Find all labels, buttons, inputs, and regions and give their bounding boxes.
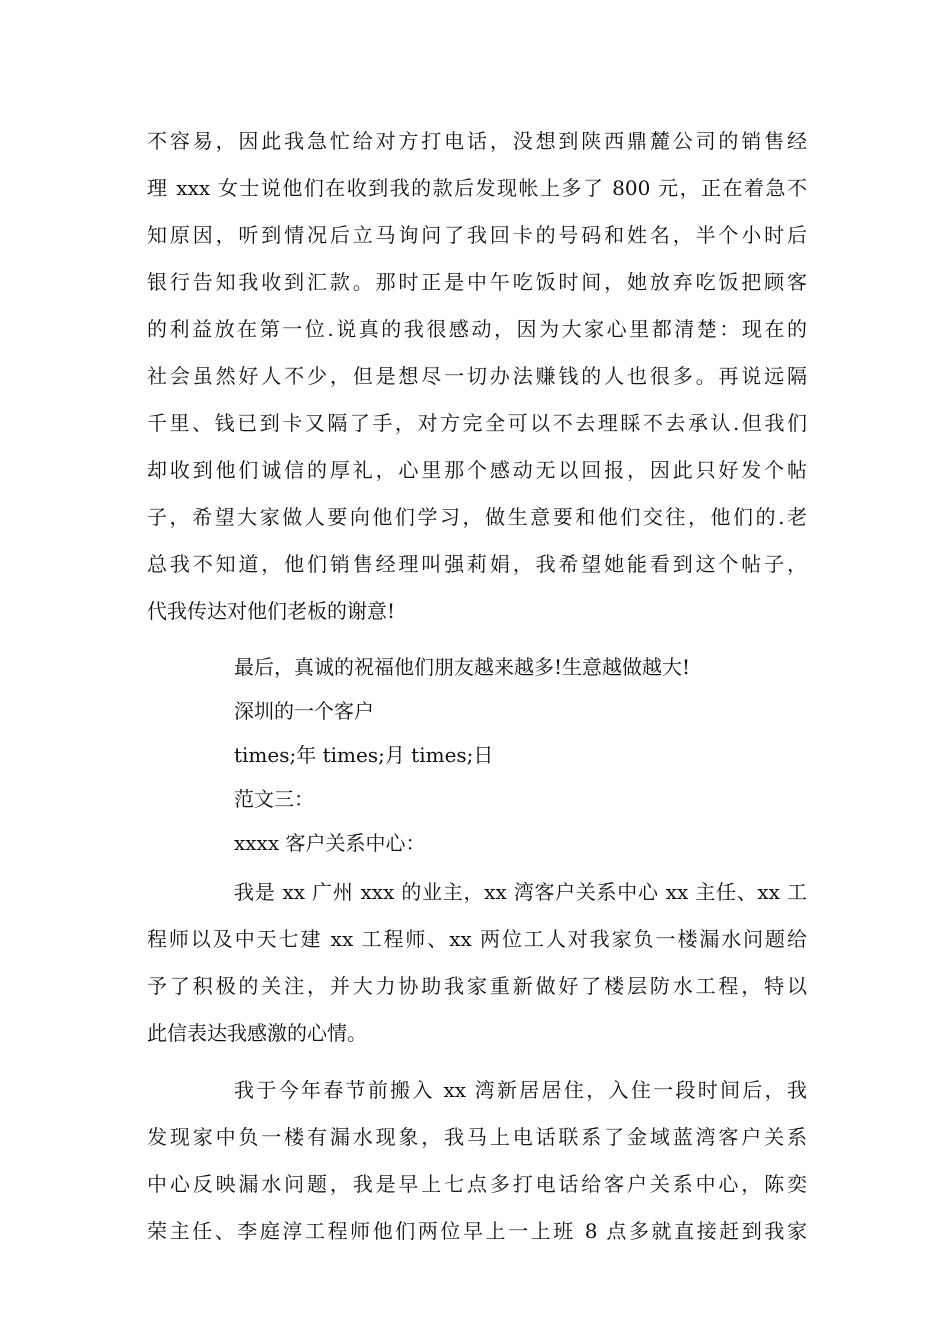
spacer xyxy=(147,1057,807,1067)
signature: 深圳的一个客户 xyxy=(234,699,374,723)
text-line: 发现家中负一楼有漏水现象，我马上电话联系了金域蓝湾客户关系 xyxy=(147,1125,807,1149)
text-line: 予了积极的关注，并大力协助我家重新做好了楼层防水工程，特以 xyxy=(147,974,807,998)
text-line: 知原因，听到情况后立马询问了我回卡的号码和姓名，半个小时后 xyxy=(147,223,807,247)
text-line: 理 xxx 女士说他们在收到我的款后发现帐上多了 800 元，正在着急不 xyxy=(147,176,807,200)
spacer xyxy=(147,635,807,645)
salutation: xxxx 客户关系中心： xyxy=(234,831,426,855)
text-line: 总我不知道，他们销售经理叫强莉娟，我希望她能看到这个帖子， xyxy=(147,552,807,576)
closing-line: 最后，真诚的祝福他们朋友越来越多!生意越做越大! xyxy=(234,655,691,679)
paragraph-2 xyxy=(147,869,807,1057)
text-line: 银行告知我收到汇款。那时正是中午吃饭时间，她放弃吃饭把顾客 xyxy=(147,270,807,294)
paragraph-1 xyxy=(147,118,807,635)
text-line: 荣主任、李庭淳工程师他们两位早上一上班 8 点多就直接赶到我家 xyxy=(147,1219,807,1243)
text-line: 代我传达对他们老板的谢意! xyxy=(147,599,396,623)
paragraph-3 xyxy=(147,1067,807,1255)
text-line: 却收到他们诚信的厚礼，心里那个感动无以回报，因此只好发个帖 xyxy=(147,458,807,482)
text-line: 我于今年春节前搬入 xx 湾新居居住，入住一段时间后，我 xyxy=(234,1078,807,1102)
text-line: 子，希望大家做人要向他们学习，做生意要和他们交往，他们的.老 xyxy=(147,505,807,529)
document-body xyxy=(147,118,807,1255)
text-line: 中心反映漏水问题，我是早上七点多打电话给客户关系中心，陈奕 xyxy=(147,1172,807,1196)
text-line: 的利益放在第一位.说真的我很感动，因为大家心里都清楚：现在的 xyxy=(147,317,807,341)
text-line: 千里、钱已到卡又隔了手，对方完全可以不去理睬不去承认.但我们 xyxy=(147,411,807,435)
section-title: 范文三： xyxy=(234,787,314,811)
text-line: 程师以及中天七建 xx 工程师、xx 两位工人对我家负一楼漏水问题给 xyxy=(147,927,807,951)
text-line: 我是 xx 广州 xxx 的业主，xx 湾客户关系中心 xx 主任、xx 工 xyxy=(234,880,807,904)
text-line: 社会虽然好人不少，但是想尽一切办法赚钱的人也很多。再说远隔 xyxy=(147,364,807,388)
date-line: times;年 times;月 times;日 xyxy=(234,743,494,767)
text-line: 不容易，因此我急忙给对方打电话，没想到陕西鼎麓公司的销售经 xyxy=(147,129,807,153)
text-line: 此信表达我感激的心情。 xyxy=(147,1021,367,1045)
